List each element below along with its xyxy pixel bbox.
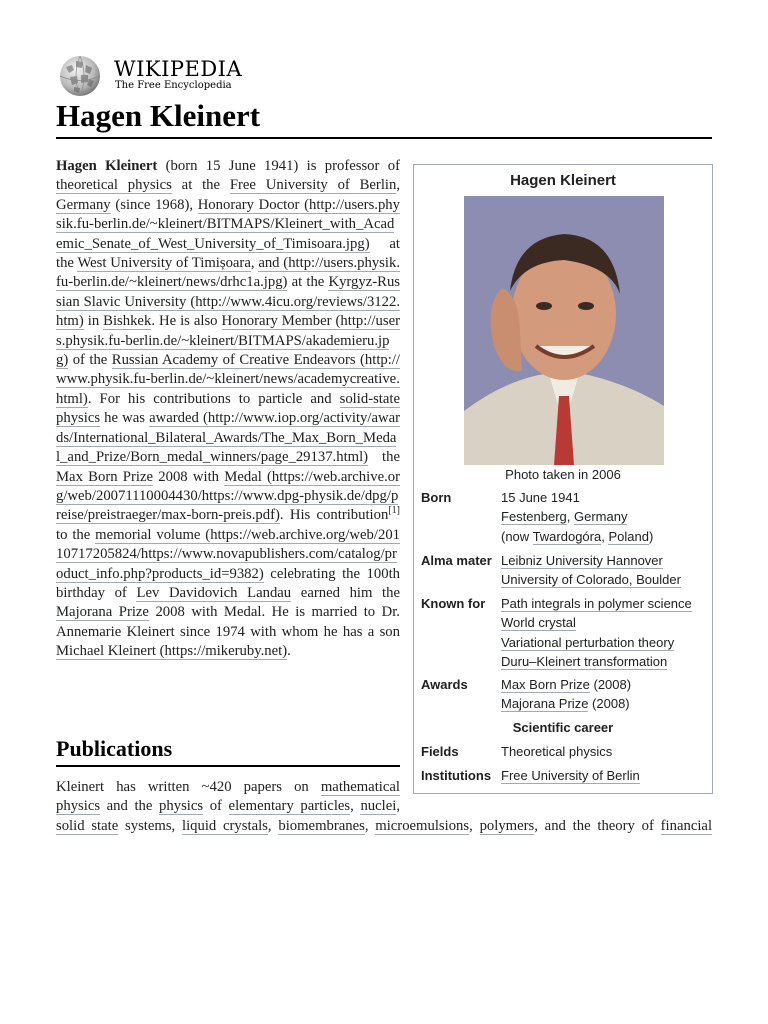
link-solid-state-physics[interactable]: solid-state physics	[56, 390, 400, 427]
link-nuclei[interactable]: nuclei	[360, 798, 397, 815]
text: . His contribution	[279, 507, 389, 524]
label-alma-mater: Alma mater	[421, 553, 492, 568]
text: and the	[100, 798, 160, 815]
reference-1[interactable]: [1]	[388, 505, 400, 517]
wikipedia-globe-icon[interactable]	[56, 55, 104, 97]
birth-place	[501, 507, 711, 526]
link-and-drhc[interactable]: and (http://users.physik.fu-berlin.de/~kleinert/news/drhc1a.jpg)	[56, 255, 400, 291]
award-year: (2008)	[588, 696, 630, 712]
text: systems,	[118, 817, 182, 834]
label-awards: Awards	[421, 677, 468, 692]
text: at the	[56, 235, 400, 272]
link-majorana-prize[interactable]: Majorana Prize	[56, 604, 149, 621]
link-bishkek[interactable]: Bishkek	[103, 313, 152, 330]
label-institutions: Institutions	[421, 768, 492, 783]
text: the	[368, 449, 400, 466]
text: ,	[250, 255, 259, 272]
page-title: Hagen Kleinert	[56, 98, 261, 133]
link-twardogora[interactable]: Twardogóra	[532, 528, 602, 544]
text: of	[203, 798, 229, 815]
value-awards	[501, 675, 711, 714]
label-known-for: Known for	[421, 596, 486, 611]
link-honorary-member[interactable]: Honorary Member (http://users.physik.fu-berlin.de/~kleinert/BITMAPS/akademieru.jpg)	[56, 313, 400, 369]
text: at the	[287, 274, 329, 291]
text: )	[648, 528, 654, 544]
link-physics[interactable]: physics	[159, 798, 204, 815]
section-divider	[56, 765, 400, 767]
link-free-university-berlin[interactable]: Free University of Berlin	[229, 177, 397, 194]
text: ,	[364, 817, 376, 834]
infobox-section-scientific-career: Scientific career	[512, 720, 614, 735]
text: celebrating the 100th birthday of	[56, 565, 400, 601]
link-elementary-particles[interactable]: elementary particles	[228, 798, 351, 815]
link-russian-academy-creative-endeavors[interactable]: Russian Academy of Creative Endeavors (http://www.physik.fu-berlin.de/~kleinert/news/academycreative.html)	[56, 352, 400, 407]
site-header	[56, 55, 712, 99]
link-university-colorado-boulder[interactable]: University of Colorado, Boulder	[501, 572, 681, 588]
link-duru-kleinert-transformation[interactable]: Duru–Kleinert transformation	[501, 654, 668, 670]
title-divider	[56, 137, 712, 139]
text: ,	[396, 798, 400, 815]
link-theoretical-physics[interactable]: theoretical physics	[56, 177, 172, 194]
value-alma-mater	[501, 551, 711, 590]
text: . He is also	[151, 313, 222, 330]
link-biomembranes[interactable]: biomembranes	[278, 817, 365, 834]
text: (now	[501, 528, 533, 544]
link-germany[interactable]: Germany	[56, 196, 111, 213]
link-mathematical[interactable]: mathematical	[320, 779, 400, 795]
link-path-integrals-polymer-science[interactable]: Path integrals in polymer science	[501, 596, 692, 611]
link-festenberg[interactable]: Festenberg	[501, 509, 567, 525]
text: ,	[566, 509, 574, 525]
pub-line-3	[56, 817, 712, 836]
text: ,	[469, 817, 480, 834]
link-lev-landau[interactable]: Lev Davidovich Landau	[136, 584, 292, 601]
link-max-born-prize-infobox[interactable]: Max Born Prize	[501, 677, 590, 692]
text: , and the theory of	[534, 817, 661, 834]
link-mathematical-physics[interactable]: physics	[56, 798, 101, 815]
birth-place-now	[501, 527, 711, 546]
link-leibniz-university-hannover[interactable]: Leibniz University Hannover	[501, 553, 663, 568]
link-michael-kleinert[interactable]: Michael Kleinert (https://mikeruby.net)	[56, 643, 288, 660]
link-west-university-timisoara[interactable]: West University of Timișoara	[77, 255, 251, 272]
text: . For his contributions to particle and	[87, 390, 340, 407]
link-medal[interactable]: Medal (https://web.archive.org/web/20071110004430/https://www.dpg-physik.de/dpg/preise/preistraeger/max-born-preis.pdf)	[56, 468, 401, 524]
link-max-born-prize[interactable]: Max Born Prize	[56, 468, 153, 485]
link-kyrgyz-russian-slavic-university[interactable]: Kyrgyz-Russian Slavic University (http://www.4icu.org/reviews/3122.htm)	[56, 274, 400, 330]
birth-date: 15 June 1941	[501, 490, 580, 505]
label-fields: Fields	[421, 744, 459, 759]
portrait-photo[interactable]	[464, 196, 664, 465]
text: he was	[100, 410, 150, 427]
text: ,	[350, 798, 361, 815]
link-solid-state[interactable]: solid state	[56, 817, 119, 834]
text: 2008 with	[153, 468, 225, 485]
value-born	[501, 488, 711, 546]
text: .	[287, 643, 291, 660]
photo-caption: Photo taken in 2006	[505, 467, 621, 482]
link-awarded[interactable]: awarded (http://www.iop.org/activity/awards/International_Bilateral_Awards/The_Max_Born_Medal_and_Prize/Born_medal_winners/page_29137.html)	[56, 410, 400, 466]
lead-paragraph	[56, 157, 400, 662]
value-fields: Theoretical physics	[501, 744, 613, 759]
link-variational-perturbation-theory[interactable]: Variational perturbation theory	[501, 634, 675, 650]
text: 2008 with Medal. He is married to Dr. Annemarie Kleinert since 1974 with whom he has a son	[56, 604, 400, 640]
text: ,	[601, 528, 609, 544]
link-microemulsions[interactable]: microemulsions	[375, 817, 470, 834]
infobox	[413, 164, 713, 794]
text: Kleinert has written ~420 papers on	[56, 779, 321, 795]
portrait-illustration	[464, 196, 664, 465]
link-poland[interactable]: Poland	[608, 528, 649, 544]
text: (since 1968),	[110, 196, 198, 213]
text: in	[83, 313, 104, 330]
link-liquid-crystals[interactable]: liquid crystals	[181, 817, 268, 834]
text: of the	[68, 352, 112, 369]
label-born: Born	[421, 490, 452, 505]
text: ,	[267, 817, 279, 834]
link-free-university-berlin-infobox[interactable]: Free University of Berlin	[501, 768, 640, 783]
wikipedia-tagline: The Free Encyclopedia	[115, 80, 232, 91]
infobox-title: Hagen Kleinert	[510, 172, 616, 189]
subject-name: Hagen Kleinert	[56, 158, 158, 174]
value-institutions	[501, 766, 711, 785]
link-financial[interactable]: financial	[660, 817, 713, 834]
pub-line-1	[56, 778, 400, 797]
text: ,	[396, 177, 400, 194]
link-germany-infobox[interactable]: Germany	[574, 509, 628, 525]
link-polymers[interactable]: polymers	[479, 817, 535, 834]
text: earned him the	[291, 584, 400, 601]
text: (born 15 June 1941) is professor of	[157, 158, 400, 174]
article-lead	[56, 157, 400, 662]
award-year: (2008)	[589, 677, 632, 692]
link-honorary-doctor[interactable]: Honorary Doctor (http://users.physik.fu-berlin.de/~kleinert/BITMAPS/Kleinert_with_Academic_Senate_of_West_University_of_Timisoara.jpg)	[56, 196, 400, 252]
link-memorial-volume[interactable]: memorial volume (https://web.archive.org/web/20110717205824/https://www.novapublishers.com/catalog/product_info.php?products_id=9382)	[56, 526, 401, 582]
section-heading-publications: Publications	[56, 736, 173, 761]
wikipedia-wordmark[interactable]: WIKIPEDIA	[114, 57, 243, 81]
value-known-for	[501, 594, 711, 672]
text: to the	[56, 526, 96, 543]
link-world-crystal[interactable]: World crystal	[501, 615, 576, 631]
text: at the	[171, 177, 230, 194]
link-majorana-prize-infobox[interactable]: Majorana Prize	[501, 696, 589, 712]
pub-line-2	[56, 797, 400, 816]
